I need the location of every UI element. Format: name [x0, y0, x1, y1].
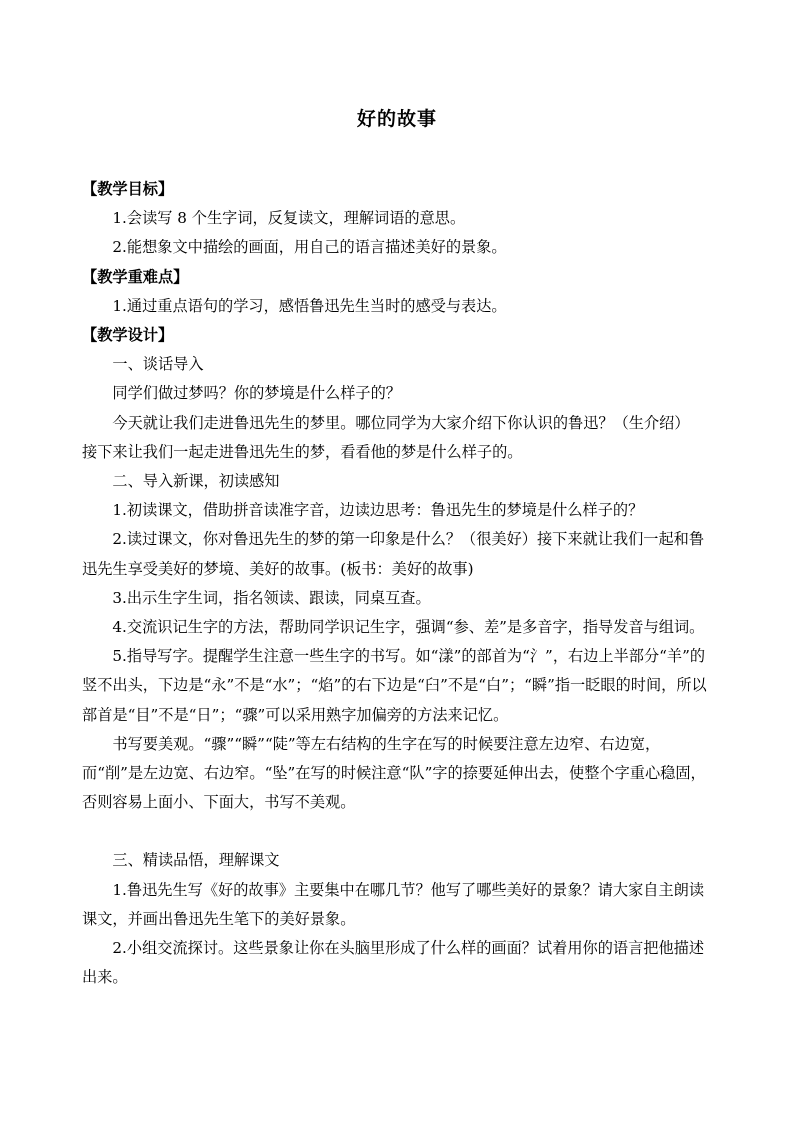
section-heading-goals: 【教学目标】: [82, 180, 174, 198]
goal-item: 1.会读写 8 个生字词，反复读文，理解词语的意思。: [112, 209, 466, 228]
paragraph: 1.初读课文，借助拼音读准字音，边读边思考：鲁迅先生的梦境是什么样子的？: [112, 501, 644, 520]
paragraph: 2.小组交流探讨。这些景象让你在头脑里形成了什么样的画面？试着用你的语言把他描述出来。: [82, 939, 705, 987]
paragraph: 书写要美观。“骤”“瞬”“陡”等左右结构的生字在写的时候要注意左边窄、右边宽，而“削”是左边宽、右边窄。“坠”在写的时候注意“队”字的捺要延伸出去，使整个字重心稳固，否则容易上面小、下面大，书写不美观。: [82, 734, 706, 812]
paragraph: 4.交流识记生字的方法，帮助同学识记生字，强调“参、差”是多音字，指导发音与组词。: [112, 618, 705, 637]
blank-line: [82, 817, 714, 846]
paragraph: 1.鲁迅先生写《好的故事》主要集中在哪几节？他写了哪些美好的景象？请大家自主朗读课文，并画出鲁迅先生笔下的美好景象。: [82, 880, 705, 928]
section-heading-key-points: 【教学重难点】: [82, 267, 189, 286]
goal-item: 2.能想象文中描绘的画面，用自己的语言描述美好的景象。: [112, 238, 507, 257]
paragraph: 同学们做过梦吗？你的梦境是什么样子的？: [112, 384, 401, 403]
key-point-item: 1.通过重点语句的学习，感悟鲁迅先生当时的感受与表达。: [112, 296, 507, 315]
paragraph: 接下来让我们一起走进鲁迅先生的梦，看看他的梦是什么样子的。: [82, 442, 523, 461]
section-heading-design: 【教学设计】: [82, 326, 174, 345]
paragraph: 3.出示生字生词，指名领读、跟读，同桌互查。: [112, 588, 431, 607]
step-heading: 一、谈话导入: [112, 355, 204, 374]
paragraph: 今天就让我们走进鲁迅先生的梦里。哪位同学为大家介绍下你认识的鲁迅？（生介绍）: [112, 413, 690, 432]
paragraph: 2.读过课文，你对鲁迅先生的梦的第一印象是什么？（很美好）接下来就让我们一起和鲁迅先生享受美好的梦境、美好的故事。(板书：美好的故事): [82, 530, 705, 578]
paragraph: 5.指导写字。提醒学生注意一些生字的书写。如“漾”的部首为“氵”，右边上半部分“羊”的竖不出头，下边是“永”不是“水”；“焰”的右下边是“臼”不是“白”；“瞬”指一眨眼的时间，所以部首是“目”不是“日”；“骤”可以采用熟字加偏旁的方法来记忆。: [82, 647, 707, 724]
page-title: 好的故事: [356, 108, 437, 130]
step-heading: 三、精读品悟，理解课文: [112, 851, 280, 870]
step-heading: 二、导入新课，初读感知: [112, 472, 280, 491]
document-body: [82, 175, 714, 992]
